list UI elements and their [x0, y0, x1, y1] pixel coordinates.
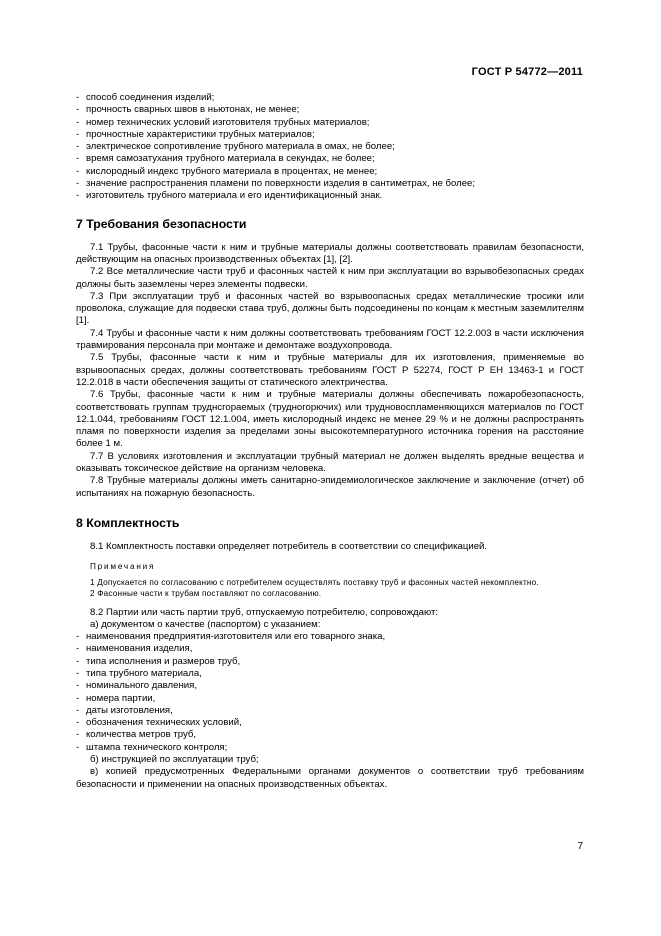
- passport-list: [76, 631, 584, 754]
- list-item: - номер технических условий изготовителя трубных материалов;: [76, 117, 584, 129]
- page-content: [76, 92, 584, 791]
- section-8-heading: 8 Комплектность: [76, 515, 180, 530]
- item-v: в) копией предусмотренных Федеральными органами документов о соответствии труб требованиям безопасности и применении на опасных производственных объектах.: [76, 766, 584, 790]
- list-item: - наименования изделия,: [76, 643, 584, 655]
- note-item: 1 Допускается по согласованию с потребителем осуществлять поставку труб и фасонных частей некомплектно.: [90, 577, 539, 587]
- paragraph-7-7: 7.7 В условиях изготовления и эксплуатации трубный материал не должен выделять вредные вещества и оказывать токсическое действие на организм человека.: [76, 450, 584, 475]
- notes-heading: Примечания: [90, 562, 156, 572]
- page-number: 7: [577, 841, 583, 852]
- paragraph-7-8: 7.8 Трубные материалы должны иметь санитарно-эпидемиологическое заключение и заключение (отчет) об испытаниях на пожарную безопасность.: [76, 475, 584, 499]
- list-item: - время самозатухания трубного материала в секундах, не более;: [76, 153, 584, 165]
- list-item: - номера партии,: [76, 693, 584, 705]
- paragraph-7-3: 7.3 При эксплуатации труб и фасонных частей во взрывоопасных средах металлические тросики или проволока, служащие для подвески става труб, должны быть подсоединены по концам к местным заземлителям [1].: [76, 290, 584, 327]
- section-7-heading: 7 Требования безопасности: [76, 216, 247, 231]
- list-item: - прочность сварных швов в ньютонах, не менее;: [76, 104, 584, 116]
- document-code: ГОСТ Р 54772—2011: [471, 66, 583, 78]
- list-item: - типа трубного материала,: [76, 668, 584, 680]
- paragraph-8-2: 8.2 Партии или часть партии труб, отпускаемую потребителю, сопровождают:: [90, 606, 439, 618]
- paragraph-7-6: 7.6 Трубы, фасонные части к ним и трубные материалы должны обеспечивать пожаробезопасность, соответствовать группам труднсгораемых (трудногорючих) или трудновоспламеняющихся материалов по ГОСТ 12.1.044, требованиям ГОСТ 12.1.004, иметь кислородный индекс не менее 29 % и не должны распространять пламя по поверхности изделия за пределами зоны высокотемпературного источника горения на расстояние более 1 м.: [76, 389, 584, 450]
- list-item: - значение распространения пламени по поверхности изделия в сантиметрах, не более;: [76, 178, 584, 190]
- paragraph-8-1: 8.1 Комплектность поставки определяет потребитель в соответствии со спецификацией.: [90, 540, 488, 552]
- list-item: - электрическое сопротивление трубного материала в омах, не более;: [76, 141, 584, 153]
- item-a: а) документом о качестве (паспортом) с указанием:: [90, 618, 321, 630]
- list-item: - обозначения технических условий,: [76, 717, 584, 729]
- list-item: - способ соединения изделий;: [76, 92, 584, 104]
- paragraph-7-1: 7.1 Трубы, фасонные части к ним и трубные материалы должны соответствовать правилам безопасности, действующим на опасных производственных объектах [1], [2].: [76, 241, 584, 265]
- paragraph-7-5: 7.5 Трубы, фасонные части к ним и трубные материалы для их изготовления, применяемые во взрывоопасных средах, должны соответствовать требованиям ГОСТ Р 52274, ГОСТ Р ЕН 13463-1 и ГОСТ 12.2.018 в части обеспечения защиты от статического электричества.: [76, 352, 584, 388]
- list-item: - номинального давления,: [76, 680, 584, 692]
- paragraph-7-4: 7.4 Трубы и фасонные части к ним должны соответствовать требованиям ГОСТ 12.2.003 в части исключения травмирования персонала при монтаже и демонтаже воздухопровода.: [76, 327, 584, 352]
- list-item: - штампа технического контроля;: [76, 742, 584, 754]
- paragraph-7-2: 7.2 Все металлические части труб и фасонных частей к ним при эксплуатации во взрывобезопасных средах должны быть заземлены через элементы подвески.: [76, 266, 584, 290]
- list-item: - наименования предприятия-изготовителя или его товарного знака,: [76, 631, 584, 643]
- note-item: 2 Фасонные части к трубам поставляют по согласованию.: [90, 588, 322, 598]
- list-item: - прочностные характеристики трубных материалов;: [76, 129, 584, 141]
- intro-list: [76, 92, 584, 203]
- list-item: - количества метров труб,: [76, 729, 584, 741]
- list-item: - типа исполнения и размеров труб,: [76, 656, 584, 668]
- list-item: - изготовитель трубного материала и его идентификационный знак.: [76, 190, 584, 202]
- item-b: б) инструкцией по эксплуатации труб;: [90, 754, 259, 766]
- list-item: - даты изготовления,: [76, 705, 584, 717]
- list-item: - кислородный индекс трубного материала в процентах, не менее;: [76, 166, 584, 178]
